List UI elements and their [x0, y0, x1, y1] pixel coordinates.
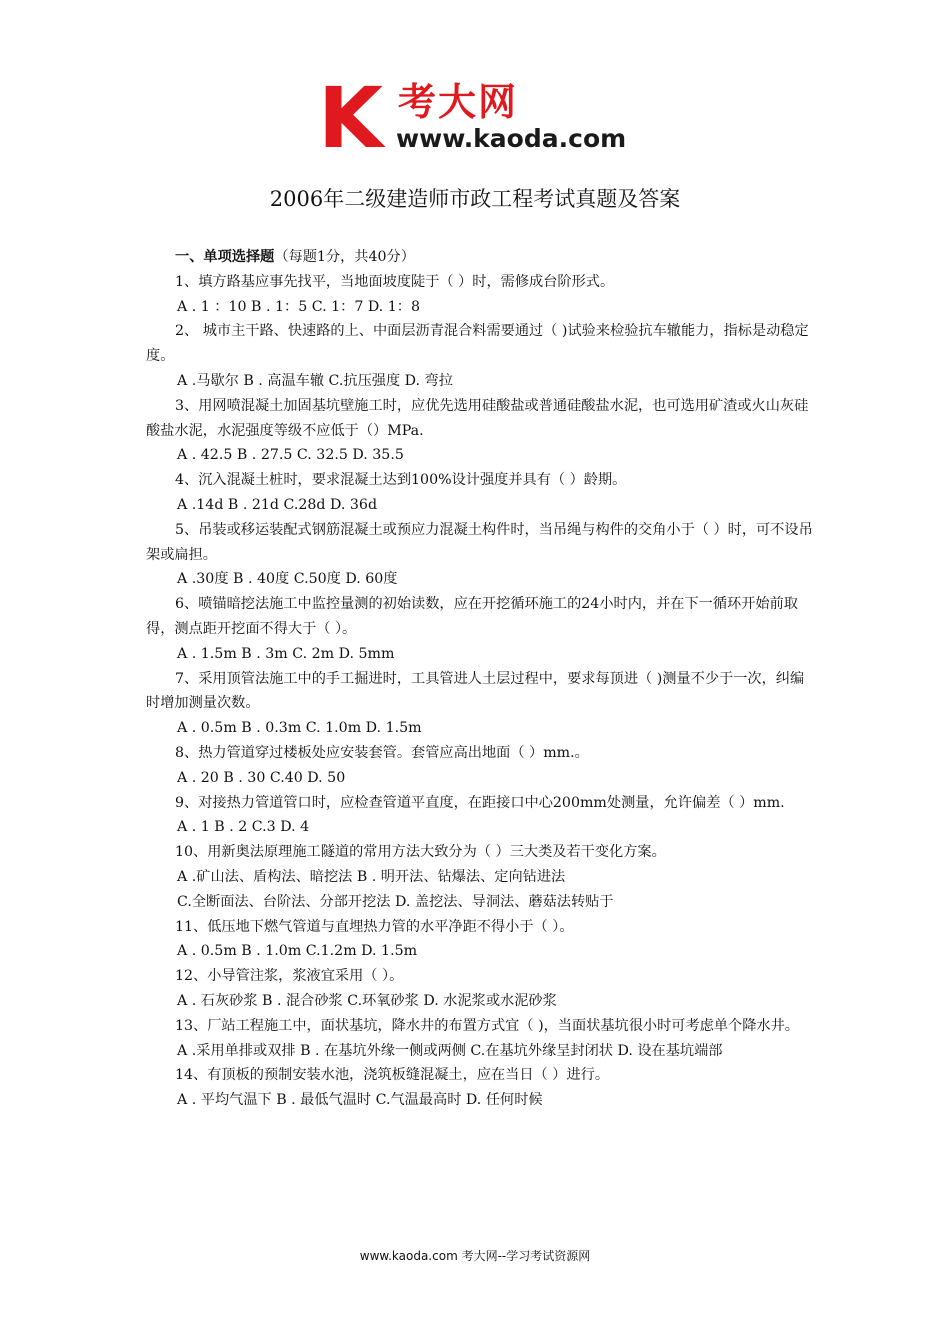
- question-options: A . 20 B . 30 C.40 D. 50: [177, 769, 346, 786]
- question-text: 11、低压地下燃气管道与直埋热力管的水平净距不得小于（ ）。: [175, 918, 574, 935]
- question-text: 10、用新奥法原理施工隧道的常用方法大致分为（ ）三大类及若干变化方案。: [175, 844, 666, 861]
- question-options: A . 1.5m B . 3m C. 2m D. 5mm: [177, 645, 395, 662]
- question-options: A . 1 B . 2 C.3 D. 4: [177, 819, 310, 836]
- question-text: 5、吊装或移运装配式钢筋混凝土或预应力混凝土构件时，当吊绳与构件的交角小于（ ）时，可不设吊架或扁担。: [146, 521, 813, 563]
- document-title: 2006年二级建造师市政工程考试真题及答案: [269, 187, 681, 211]
- question-text: 12、小导管注浆，浆液宜采用（ ）。: [175, 968, 404, 985]
- logo-url: www.kaoda.com: [396, 124, 627, 153]
- question-options: A .矿山法、盾构法、暗挖法 B . 明开法、钻爆法、定向钻进法: [177, 868, 566, 885]
- question-options: A . 石灰砂浆 B . 混合砂浆 C.环氧砂浆 D. 水泥浆或水泥砂浆: [177, 992, 557, 1009]
- question-options: A . 平均气温下 B . 最低气温时 C.气温最高时 D. 任何时候: [177, 1092, 543, 1109]
- question-text: 8、热力管道穿过楼板处应安装套管。套管应高出地面（ ）mm.。: [175, 744, 589, 761]
- question-options: A .采用单排或双排 B . 在基坑外缘一侧或两侧 C.在基坑外缘呈封闭状 D. 设在基坑端部: [177, 1042, 723, 1059]
- question-text: 3、用网喷混凝土加固基坑壁施工时，应优先选用硅酸盐或普通硅酸盐水泥，也可选用矿渣或火山灰硅酸盐水泥，水泥强度等级不应低于（）MPa.: [146, 397, 809, 439]
- logo-brand-name: 考大网: [398, 80, 519, 124]
- question-options: C.全断面法、台阶法、分部开挖法 D. 盖挖法、导洞法、蘑菇法转贴于: [177, 893, 614, 910]
- section-heading-text: 一、单项选择题: [175, 249, 275, 265]
- question-text: 7、采用顶管法施工中的手工掘进时，工具管进人土层过程中，要求每顶进（ )测量不少于一次，纠编时增加测量次数。: [146, 670, 805, 712]
- section-heading: [146, 245, 814, 270]
- section-note: （每题1分，共40分）: [274, 249, 415, 265]
- question-options: A . 42.5 B . 27.5 C. 32.5 D. 35.5: [177, 447, 404, 464]
- question-options: A . 0.5m B . 1.0m C.1.2m D. 1.5m: [177, 943, 418, 960]
- question-text: 14、有顶板的预制安装水池，浇筑板缝混凝土，应在当日（ ）进行。: [175, 1067, 610, 1084]
- question-options: A .14d B . 21d C.28d D. 36d: [177, 496, 378, 513]
- question-options: A . 0.5m B . 0.3m C. 1.0m D. 1.5m: [177, 720, 422, 737]
- question-text: 2、 城市主干路、快速路的上、中面层沥青混合料需要通过（ )试验来检验抗车辙能力，指标是动稳定度。: [146, 323, 809, 365]
- question-options: A . 1 ：10 B . 1：5 C. 1：7 D. 1：8: [177, 298, 421, 315]
- question-text: 4、沉入混凝土桩时，要求混凝土达到100%设计强度并具有（ ）龄期。: [175, 472, 627, 489]
- question-text: 1、填方路基应事先找平，当地面坡度陡于（ ）时，需修成台阶形式。: [175, 273, 615, 290]
- question-text: 13、厂站工程施工中，面状基坑，降水井的布置方式宜（ )，当面状基坑很小时可考虑单个降水井。: [175, 1017, 799, 1034]
- question-text: 6、喷锚暗挖法施工中监控量测的初始读数，应在开挖循环施工的24小时内，并在下一循环开始前取得，测点距开挖面不得大于（ ）。: [146, 596, 798, 637]
- logo-mark: K: [318, 69, 382, 167]
- kaoda-logo: [318, 69, 640, 167]
- question-options: A .马歇尔 B . 高温车辙 C.抗压强度 D. 弯拉: [177, 372, 453, 389]
- page-footer: www.kaoda.com 考大网--学习考试资源网: [359, 1249, 591, 1263]
- question-text: 9、对接热力管道管口时，应检查管道平直度，在距接口中心200mm处测量，允许偏差（ ）mm.: [175, 794, 785, 811]
- question-list: [146, 245, 814, 1113]
- question-options: A .30度 B . 40度 C.50度 D. 60度: [177, 571, 398, 588]
